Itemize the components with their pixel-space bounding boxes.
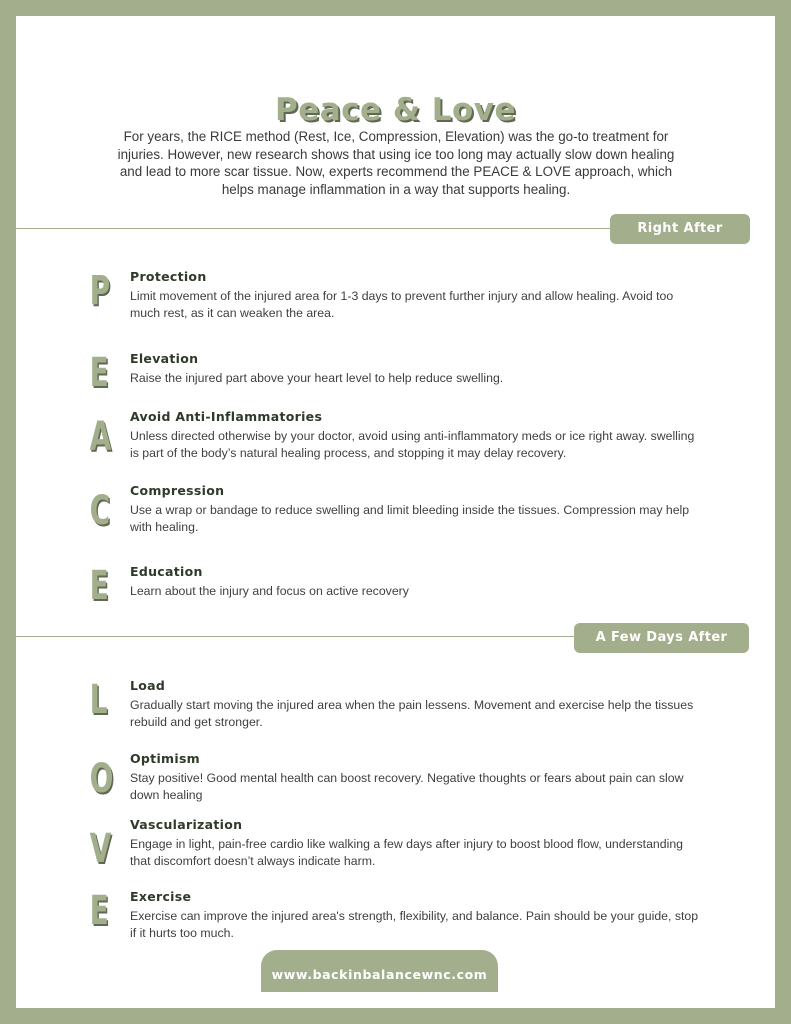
acronym-letter: L bbox=[89, 677, 108, 723]
section-label-right-after-injury: Right After Injury bbox=[610, 214, 750, 244]
acronym-letter: V bbox=[89, 826, 112, 872]
item-description: Exercise can improve the injured area's strength, flexibility, and balance. Pain should be your guide, stop if it hurts too much. bbox=[130, 909, 699, 940]
page-title: Peace & Love bbox=[275, 92, 516, 128]
website-link[interactable]: www.backinbalancewnc.com bbox=[271, 967, 488, 982]
item-heading: Optimism bbox=[130, 751, 201, 766]
item-heading: Load bbox=[130, 678, 166, 693]
item-description: Unless directed otherwise by your doctor, avoid using anti-inflammatory meds or ice right away. swelling is part of the body’s natural healing process, and stopping it may delay recovery. bbox=[130, 429, 695, 460]
item-description: Limit movement of the injured area for 1-3 days to prevent further injury and allow healing. Avoid too much rest, as it can weaken the area. bbox=[130, 289, 674, 320]
acronym-letter: E bbox=[89, 350, 109, 396]
acronym-letter: C bbox=[89, 488, 111, 534]
acronym-letter: E bbox=[89, 888, 109, 934]
acronym-letter: A bbox=[89, 414, 112, 460]
page-sheet bbox=[16, 16, 775, 1008]
item-description: Raise the injured part above your heart level to help reduce swelling. bbox=[130, 371, 504, 385]
item-heading: Protection bbox=[130, 269, 207, 284]
item-description: Learn about the injury and focus on active recovery bbox=[130, 584, 409, 598]
item-description: Use a wrap or bandage to reduce swelling and limit bleeding inside the tissues. Compression may help with healing. bbox=[130, 503, 690, 534]
acronym-letter: O bbox=[89, 756, 114, 802]
intro-paragraph: For years, the RICE method (Rest, Ice, Compression, Elevation) was the go-to treatment for injuries. However, new research shows that using ice too long may actually slow down healing and lead to more scar tissue. Now, experts recommend the PEACE & LOVE approach, which helps manage inflammation in a way that supports healing. bbox=[117, 129, 675, 197]
item-description: Engage in light, pain-free cardio like walking a few days after injury to boost blood flow, understanding that discomfort doesn’t always indicate harm. bbox=[130, 837, 684, 868]
acronym-letter: P bbox=[89, 268, 111, 314]
section-label-a-few-days-after-injury: A Few Days After Injury bbox=[574, 623, 749, 653]
item-heading: Education bbox=[130, 564, 203, 579]
footer-url-tab[interactable] bbox=[261, 950, 498, 992]
section-divider bbox=[16, 228, 610, 229]
item-heading: Exercise bbox=[130, 889, 192, 904]
item-description: Stay positive! Good mental health can boost recovery. Negative thoughts or fears about pain can slow down healing bbox=[130, 771, 684, 802]
item-heading: Compression bbox=[130, 483, 225, 498]
acronym-letter: E bbox=[89, 563, 109, 609]
item-heading: Vascularization bbox=[130, 817, 243, 832]
item-description: Gradually start moving the injured area when the pain lessens. Movement and exercise help the tissues rebuild and get stronger. bbox=[130, 698, 694, 729]
item-heading: Avoid Anti-Inflammatories bbox=[130, 409, 323, 424]
section-divider bbox=[16, 636, 574, 637]
item-heading: Elevation bbox=[130, 351, 199, 366]
